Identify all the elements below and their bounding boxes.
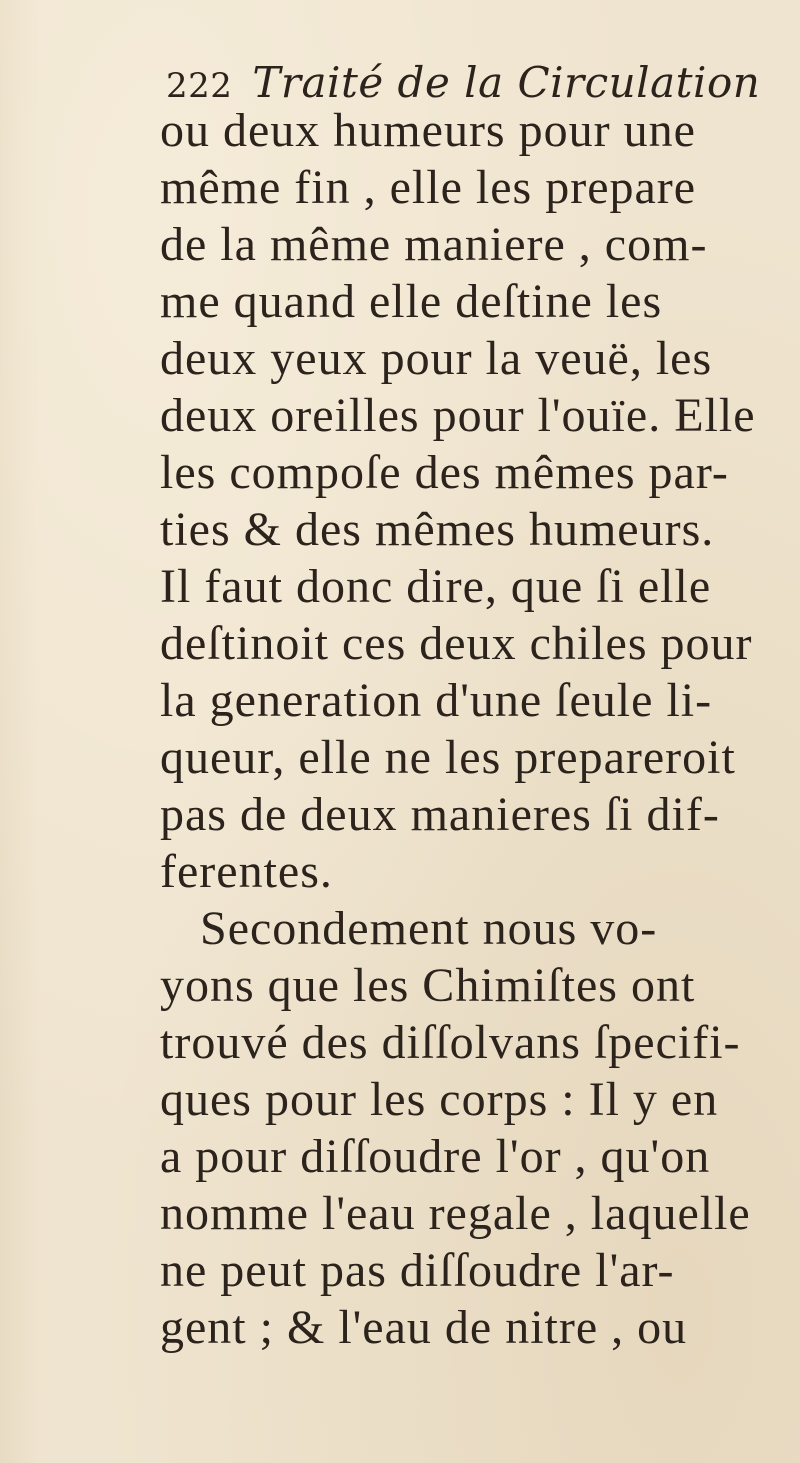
text-line: yons que les Chimiſtes ont <box>160 959 696 1012</box>
text-line: ou deux humeurs pour une <box>160 104 696 157</box>
text-line: me quand elle deſtine les <box>160 275 663 328</box>
text-line: deſtinoit ces deux chiles pour <box>160 617 753 670</box>
text-line: de la même maniere , com- <box>160 218 708 271</box>
text-line: trouvé des diſſolvans ſpecifi- <box>160 1016 741 1069</box>
text-line: la generation d'une ſeule li- <box>160 674 713 727</box>
text-line: queur, elle ne les prepareroit <box>160 731 736 784</box>
text-line: deux oreilles pour l'ouïe. Elle <box>160 389 756 442</box>
text-line: les compoſe des mêmes par- <box>160 446 729 499</box>
paragraph-first-line: Secondement nous vo- <box>200 902 658 955</box>
text-line: pas de deux manieres ſi dif- <box>160 788 720 841</box>
text-line: ferentes. <box>160 845 333 898</box>
text-line: ne peut pas diſſoudre l'ar- <box>160 1244 675 1297</box>
text-line: gent ; & l'eau de nitre , ou <box>160 1301 688 1354</box>
page-number: 222 <box>166 66 233 106</box>
page-header <box>166 58 760 107</box>
text-line: deux yeux pour la veuë, les <box>160 332 713 385</box>
text-line: a pour diſſoudre l'or , qu'on <box>160 1130 711 1183</box>
text-line: même fin , elle les prepare <box>160 161 697 214</box>
text-line: Il faut donc dire, que ſi elle <box>160 560 712 613</box>
text-line: ties & des mêmes humeurs. <box>160 503 715 556</box>
text-line: ques pour les corps : Il y en <box>160 1073 719 1126</box>
text-line: nomme l'eau regale , laquelle <box>160 1187 751 1240</box>
running-title: Traité de la Circulation <box>252 58 761 107</box>
